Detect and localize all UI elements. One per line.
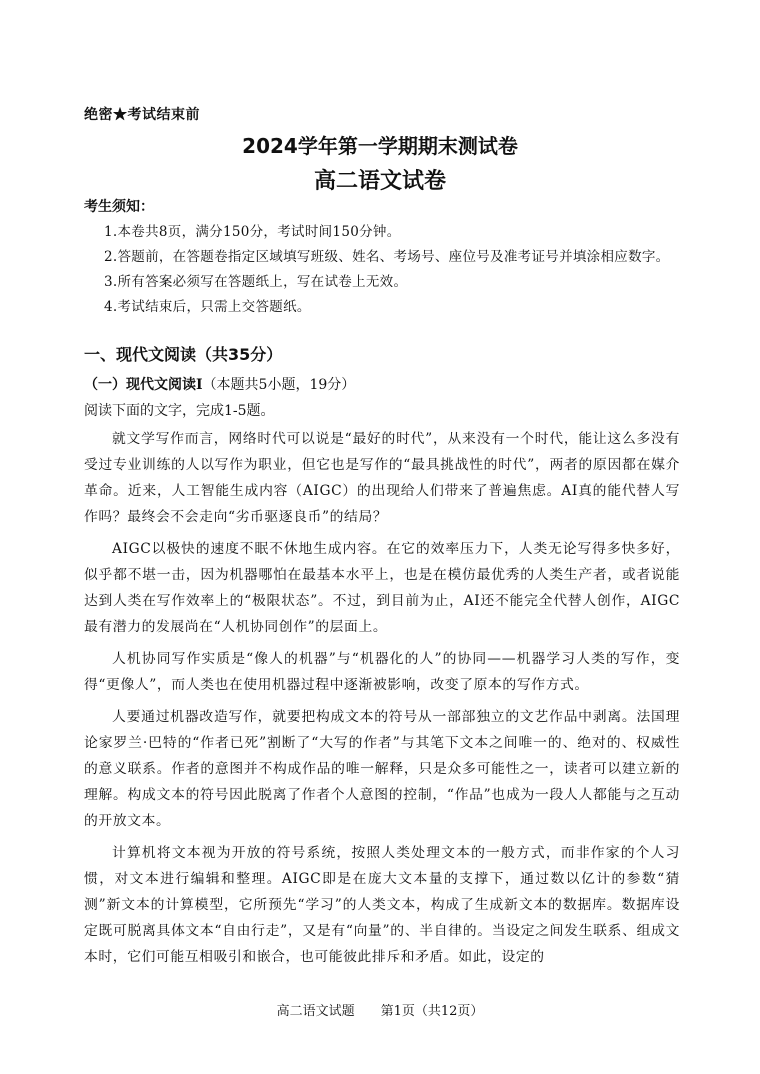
subsection-heading	[84, 374, 355, 394]
reading-passage	[84, 426, 680, 976]
notice-item: 2.答题前，在答题卷指定区域填写班级、姓名、考场号、座位号及准考证号并填涂相应数字。	[104, 249, 670, 265]
passage-paragraph: 人要通过机器改造写作，就要把构成文本的符号从一部部独立的文艺作品中剥离。法国理论家罗兰·巴特的“作者已死”割断了“大写的作者”与其笔下文本之间唯一的、绝对的、权威性的意义联系。作者的意图并不构成作品的唯一解释，只是众多可能性之一，读者可以建立新的理解。构成文本的符号因此脱离了作者个人意图的控制，“作品”也成为一段人人都能与之互动的开放文本。	[84, 709, 680, 829]
passage-paragraph: 就文学写作而言，网络时代可以说是“最好的时代”，从来没有一个时代，能让这么多没有受过专业训练的人以写作为职业，但它也是写作的“最具挑战性的时代”，两者的原因都在媒介革命。近来，人工智能生成内容（AIGC）的出现给人们带来了普遍焦虑。AI真的能代替人写作吗？最终会不会走向“劣币驱逐良币”的结局？	[84, 431, 680, 525]
notice-item: 1.本卷共8页，满分150分，考试时间150分钟。	[104, 224, 401, 240]
passage-paragraph: 计算机将文本视为开放的符号系统，按照人类处理文本的一般方式，而非作家的个人习惯，对文本进行编辑和整理。AIGC即是在庞大文本量的支撑下，通过数以亿计的参数“猜测”新文本的计算模型，它所预先“学习”的人类文本，构成了生成新文本的数据库。数据库设定既可脱离具体文本“自由行走”，又是有“向量”的、半自律的。当设定之间发生联系、组成文本时，它们可能互相吸引和嵌合，也可能彼此排斥和矛盾。如此，设定的	[84, 845, 680, 965]
confidential-mark: 绝密★考试结束前	[84, 107, 200, 123]
passage-paragraph: AIGC以极快的速度不眠不休地生成内容。在它的效率压力下，人类无论写得多快多好，似乎都不堪一击，因为机器哪怕在最基本水平上，也是在模仿最优秀的人类生产者，或者说能达到人类在写作效率上的“极限状态”。不过，到目前为止，AI还不能完全代替人创作，AIGC最有潜力的发展尚在“人机协同创作”的层面上。	[84, 541, 680, 635]
exam-title: 2024学年第一学期期末测试卷	[242, 134, 518, 158]
reading-instruction: 阅读下面的文字，完成1-5题。	[84, 403, 275, 419]
notice-item: 3.所有答案必须写在答题纸上，写在试卷上无效。	[104, 274, 408, 290]
notice-item: 4.考试结束后，只需上交答题纸。	[104, 299, 311, 315]
subsection-score: （本题共5小题，19分）	[202, 377, 356, 393]
page-footer: 高二语文试题 第1页（共12页）	[276, 1004, 484, 1019]
section-heading: 一、现代文阅读（共35分）	[84, 345, 283, 364]
subsection-title: （一）现代文阅读Ⅰ	[84, 377, 203, 393]
notice-heading: 考生须知：	[84, 199, 154, 215]
notice-list	[84, 220, 680, 320]
exam-subtitle: 高二语文试卷	[313, 169, 446, 194]
passage-paragraph: 人机协同写作实质是“像人的机器”与“机器化的人”的协同——机器学习人类的写作，变得“更像人”，而人类也在使用机器过程中逐渐被影响，改变了原本的写作方式。	[84, 651, 680, 693]
